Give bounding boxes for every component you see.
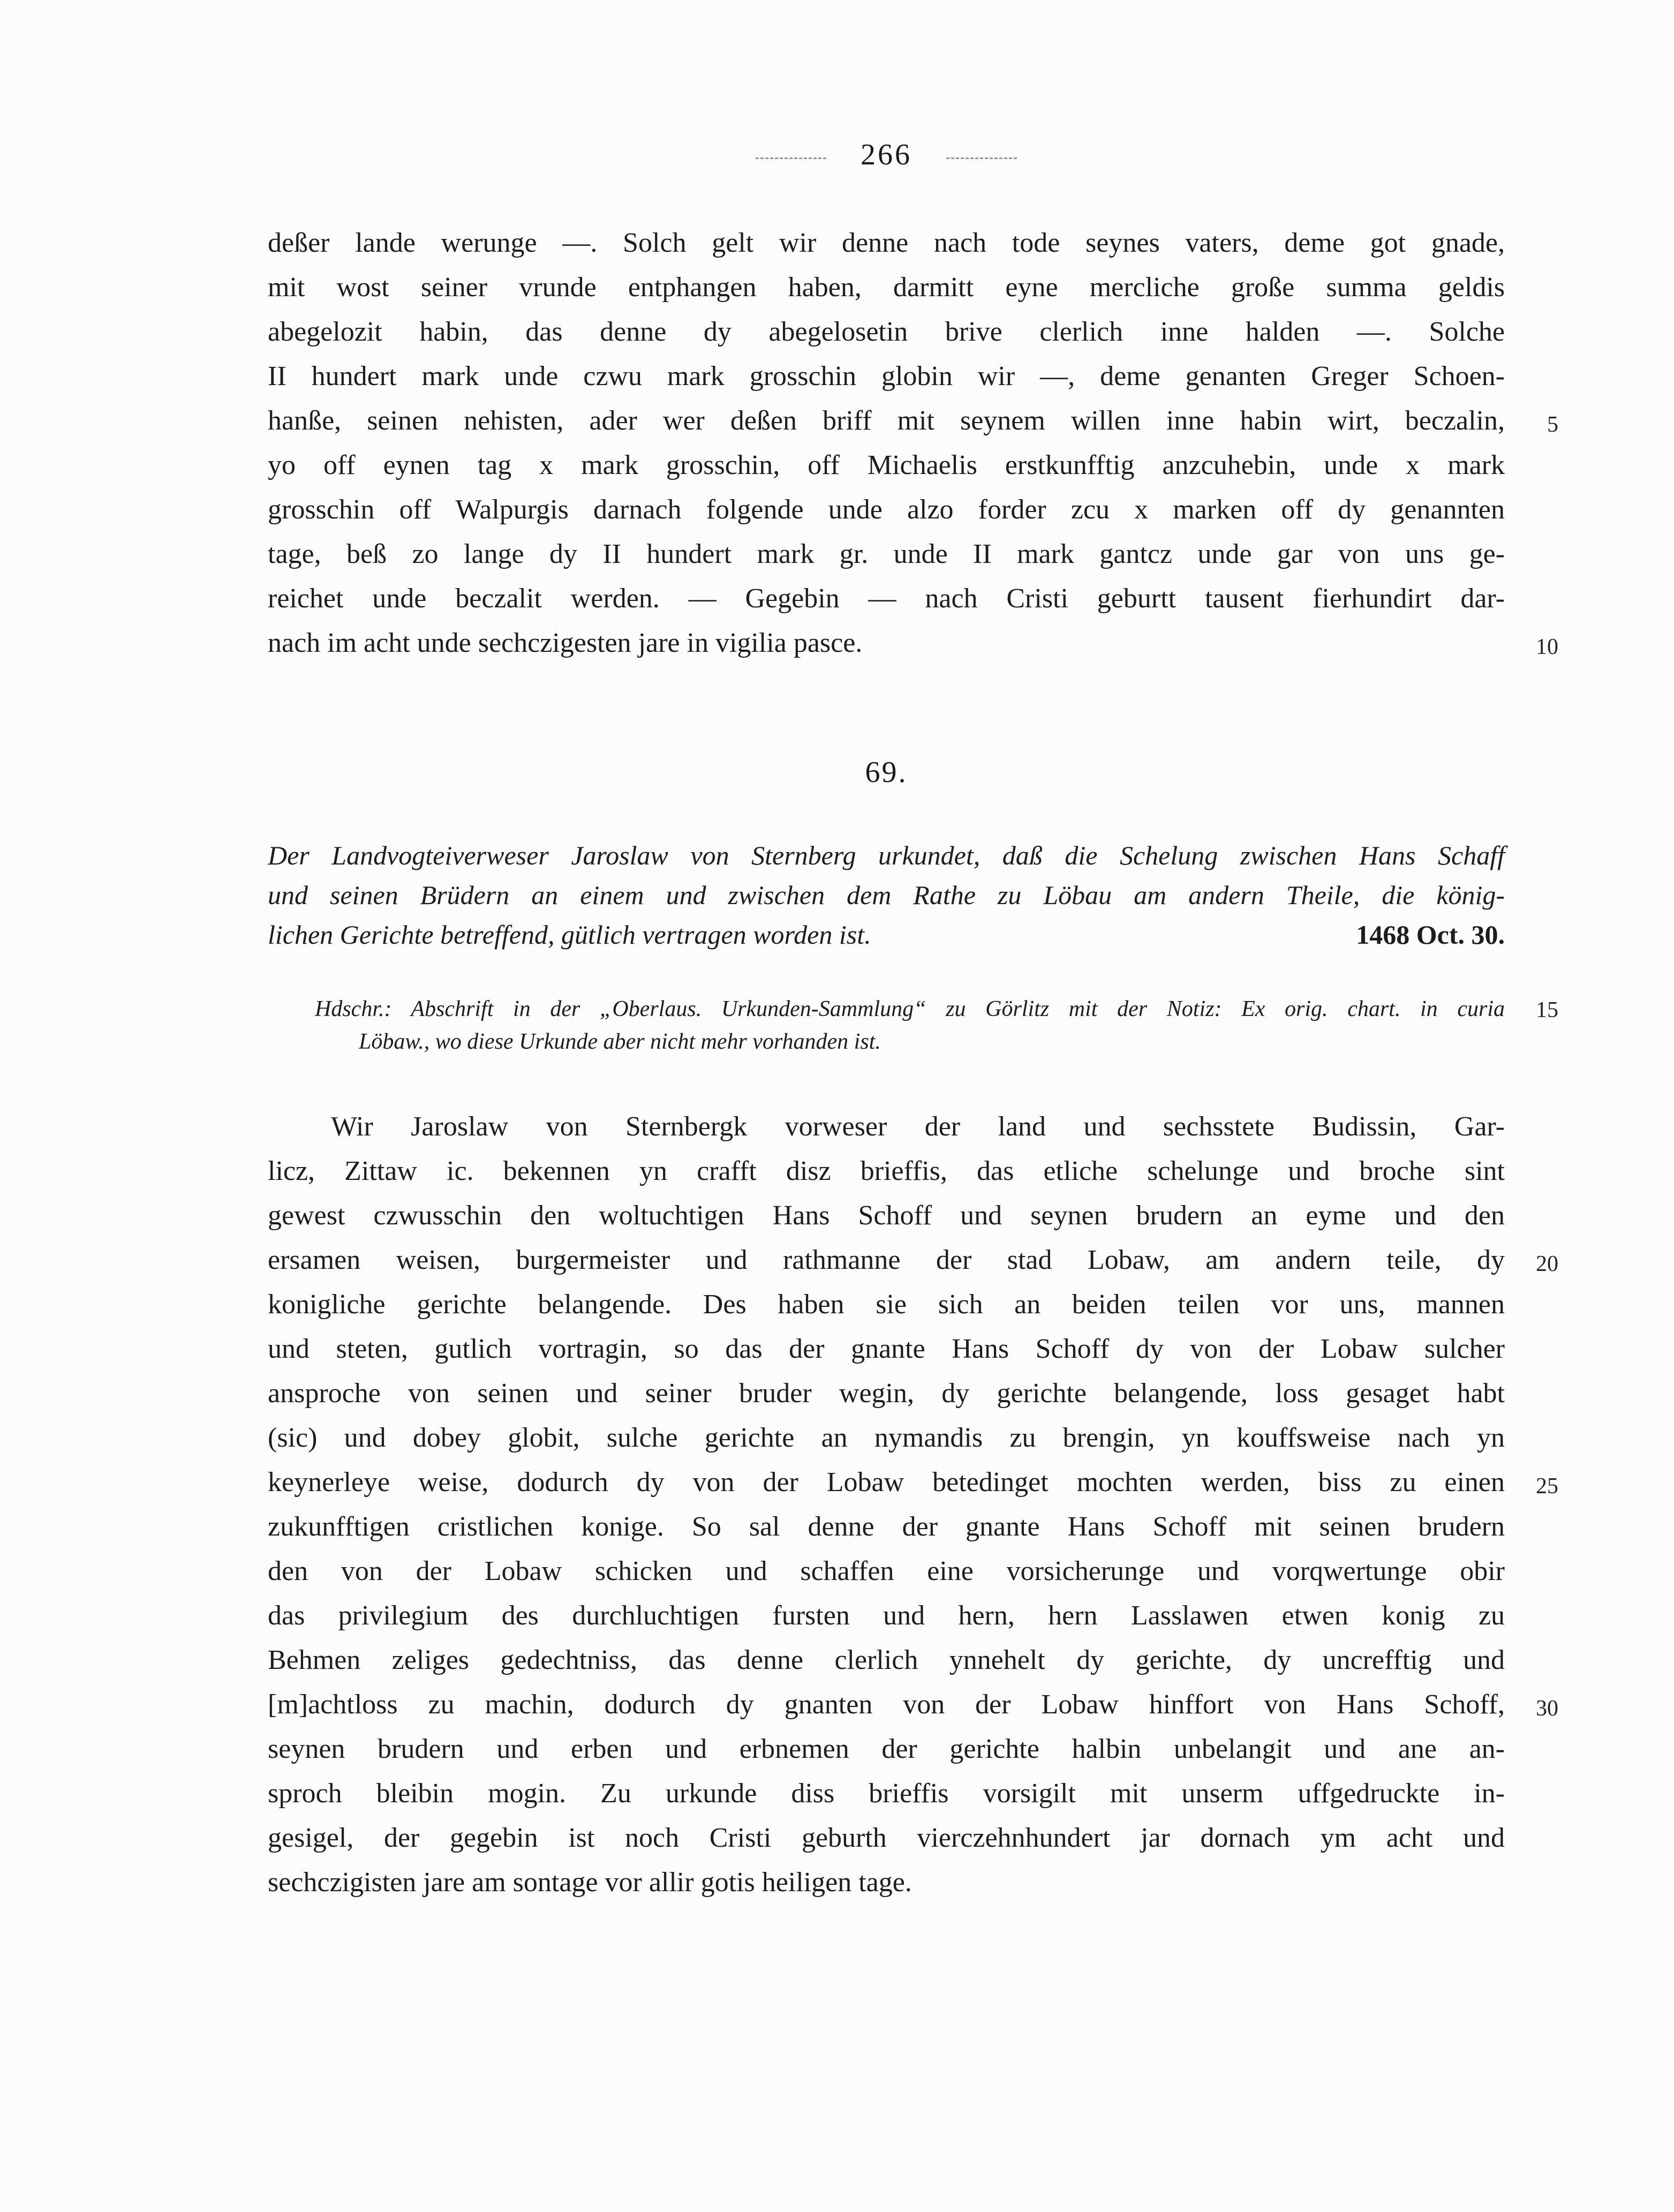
line-text: yo off eynen tag x mark grosschin, off Michaelis erstkunfftig anzcuhebin, unde x mark <box>268 450 1505 480</box>
text-line <box>268 1282 1505 1327</box>
text-line <box>268 1371 1505 1416</box>
text-line <box>268 1327 1505 1371</box>
page-number: 266 <box>861 138 912 171</box>
line-text: das privilegium des durchluchtigen fursten und hern, hern Lasslawen etwen konig zu <box>268 1600 1505 1631</box>
line-text: Hdschr.: Abschrift in der „Oberlaus. Urkunden-Sammlung“ zu Görlitz mit der Notiz: Ex orig. chart. in curia <box>315 997 1505 1021</box>
line-text: nach im acht unde sechczigesten jare in vigilia pasce. <box>268 628 863 658</box>
line-text: [m]achtloss zu machin, dodurch dy gnanten von der Lobaw hinffort von Hans Schoff, <box>268 1689 1505 1720</box>
line-text: Wir Jaroslaw von Sternbergk vorweser der land und sechsstete Budissin, Gar- <box>331 1111 1505 1142</box>
text-line <box>268 443 1505 487</box>
text-line <box>268 1416 1505 1460</box>
text-line <box>268 1149 1505 1193</box>
line-text: ersamen weisen, burgermeister und rathmanne der stad Lobaw, am andern teile, dy <box>268 1245 1505 1275</box>
source-note <box>268 993 1558 1058</box>
text-line <box>268 621 1558 665</box>
text-line <box>315 993 1558 1026</box>
header-rule-left <box>756 157 826 159</box>
line-text: und seinen Brüdern an einem und zwischen dem Rathe zu Löbau am andern Theile, die könig- <box>268 880 1505 910</box>
margin-line-number: 5 <box>1547 412 1558 437</box>
line-text: und steten, gutlich vortragin, so das der gnante Hans Schoff dy von der Lobaw sulcher <box>268 1334 1505 1364</box>
line-text: ansproche von seinen und seiner bruder wegin, dy gerichte belangende, loss gesaget habt <box>268 1378 1505 1409</box>
margin-line-number: 10 <box>1536 635 1558 659</box>
line-text: mit wost seiner vrunde entphangen haben, darmitt eyne mercliche große summa geldis <box>268 272 1505 303</box>
line-text: hanße, seinen nehisten, ader wer deßen briff mit seynem willen inne habin wirt, beczalin, <box>268 405 1505 436</box>
text-line <box>268 532 1505 576</box>
line-text: keynerleye weise, dodurch dy von der Lobaw betedinget mochten werden, biss zu einen <box>268 1467 1505 1498</box>
text-line <box>268 576 1505 621</box>
text-line <box>268 875 1505 915</box>
margin-line-number: 30 <box>1536 1696 1558 1721</box>
text-line <box>268 1638 1505 1682</box>
line-text: lichen Gerichte betreffend, gütlich vertragen worden ist. <box>268 920 871 950</box>
text-line <box>268 1682 1558 1727</box>
text-line <box>268 1504 1505 1549</box>
text-line <box>268 487 1505 532</box>
text-line <box>268 836 1505 875</box>
text-line <box>268 1193 1505 1238</box>
line-text: (sic) und dobey globit, sulche gerichte an nymandis zu brengin, yn kouffsweise nach yn <box>268 1423 1505 1453</box>
line-text: gewest czwusschin den woltuchtigen Hans Schoff und seynen brudern an eyme und den <box>268 1200 1505 1231</box>
line-text: sproch bleibin mogin. Zu urkunde diss brieffis vorsigilt mit unserm uffgedruckte in- <box>268 1778 1505 1809</box>
text-line <box>268 265 1505 310</box>
margin-line-number: 20 <box>1536 1252 1558 1276</box>
line-text: II hundert mark unde czwu mark grosschin globin wir —, deme genanten Greger Schoen- <box>268 361 1505 392</box>
text-line <box>315 1026 1505 1058</box>
line-text: deßer lande werunge —. Solch gelt wir denne nach tode seynes vaters, deme got gnade, <box>268 228 1505 258</box>
text-line <box>268 1549 1505 1593</box>
text-line <box>268 1727 1505 1771</box>
line-text: Der Landvogteiverweser Jaroslaw von Sternberg urkundet, daß die Schelung zwischen Hans Schaff <box>268 840 1505 870</box>
text-line <box>268 310 1505 354</box>
line-text: licz, Zittaw ic. bekennen yn crafft disz brieffis, das etliche schelunge und broche sint <box>268 1156 1505 1186</box>
text-line <box>268 1860 1505 1905</box>
text-line <box>268 915 1505 954</box>
text-line <box>268 398 1558 443</box>
text-line <box>268 1238 1558 1282</box>
text-line <box>268 1104 1505 1149</box>
text-line <box>268 1593 1505 1638</box>
line-text: konigliche gerichte belangende. Des haben sie sich an beiden teilen vor uns, mannen <box>268 1289 1505 1320</box>
margin-line-number: 25 <box>1536 1474 1558 1499</box>
text-line <box>268 354 1505 398</box>
line-text: reichet unde beczalit werden. — Gegebin — nach Cristi geburtt tausent fierhundirt dar- <box>268 583 1505 614</box>
text-line <box>268 221 1505 265</box>
line-text: gesigel, der gegebin ist noch Cristi geburth vierczehnhundert jar dornach ym acht und <box>268 1823 1505 1853</box>
line-text: sechczigisten jare am sontage vor allir gotis heiligen tage. <box>268 1867 912 1898</box>
text-line <box>268 1771 1505 1816</box>
text-line <box>268 1816 1505 1860</box>
document-body-paragraph <box>268 1104 1558 1905</box>
header-rule-right <box>946 157 1017 159</box>
line-text: grosschin off Walpurgis darnach folgende unde alzo forder zcu x marken off dy genannten <box>268 494 1505 525</box>
continuation-paragraph <box>268 221 1558 665</box>
page-header <box>268 138 1505 171</box>
document-number-heading: 69. <box>865 756 908 789</box>
regest-paragraph <box>268 836 1505 954</box>
line-text: abegelozit habin, das denne dy abegelosetin brive clerlich inne halden —. Solche <box>268 317 1505 347</box>
text-line <box>268 1460 1558 1504</box>
line-text: seynen brudern und erben und erbnemen der gerichte halbin unbelangit und ane an- <box>268 1734 1505 1764</box>
line-text: Behmen zeliges gedechtniss, das denne clerlich ynnehelt dy gerichte, dy uncrefftig und <box>268 1645 1505 1675</box>
line-text: den von der Lobaw schicken und schaffen eine vorsicherunge und vorqwertunge obir <box>268 1556 1505 1586</box>
line-text: Löbaw., wo diese Urkunde aber nicht mehr vorhanden ist. <box>359 1029 881 1054</box>
margin-line-number: 15 <box>1536 998 1558 1022</box>
doc-date: 1468 Oct. 30. <box>1356 920 1505 950</box>
line-text: zukunfftigen cristlichen konige. So sal denne der gnante Hans Schoff mit seinen brudern <box>268 1511 1505 1542</box>
line-text: tage, beß zo lange dy II hundert mark gr. unde II mark gantcz unde gar von uns ge- <box>268 539 1505 569</box>
